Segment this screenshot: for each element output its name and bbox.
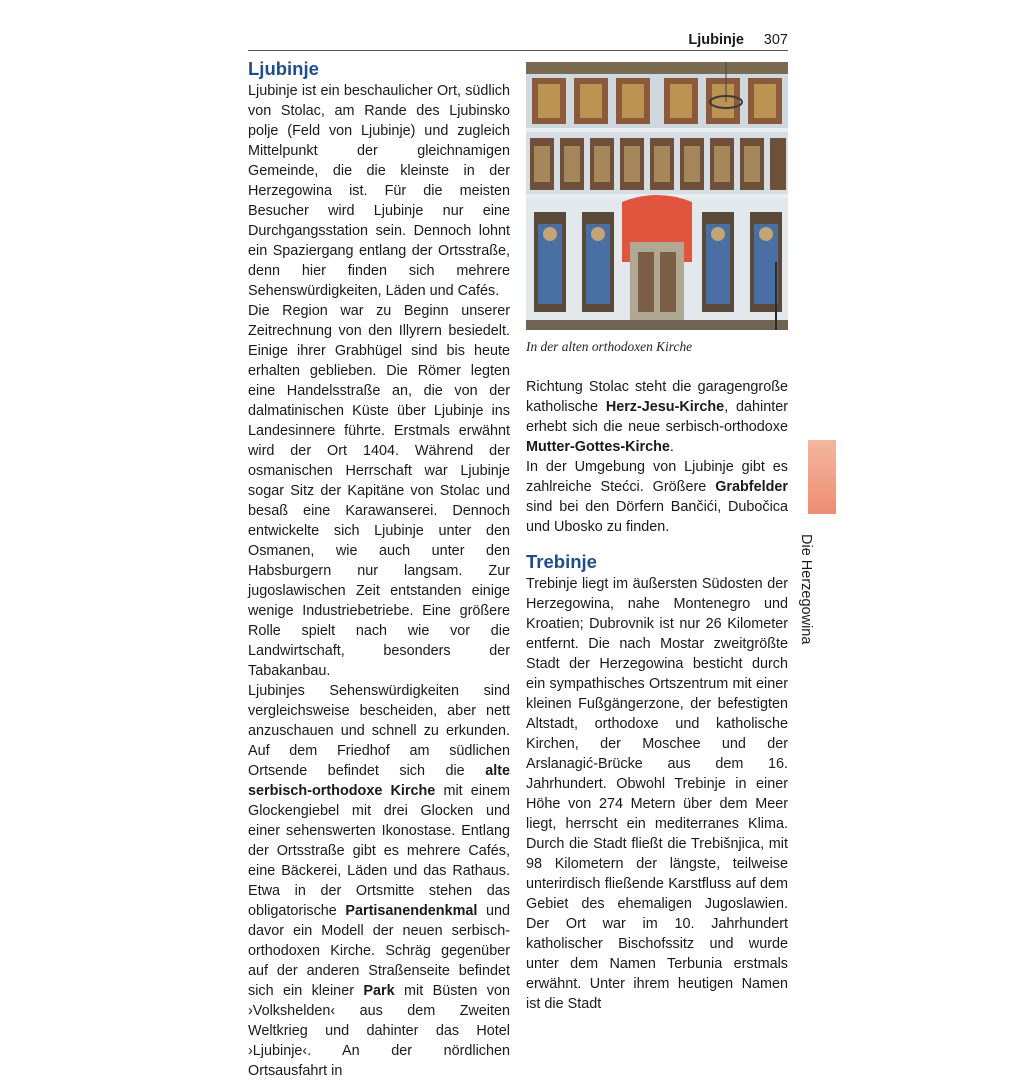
chapter-tab	[808, 440, 836, 514]
chapter-tab-label: Die Herzegowina	[798, 534, 814, 645]
term-mutter-gottes-kirche: Mutter-Gottes-Kirche	[526, 439, 670, 455]
term-park: Park	[363, 983, 395, 999]
running-head-title: Ljubinje	[688, 32, 744, 48]
paragraph-ljubinje-churches: Richtung Stolac steht die garagengroße katholische Herz-Jesu-Kirche, dahinter erhebt sich die neue serbisch-orthodoxe Mutter-Gottes-Kirche.	[526, 379, 788, 455]
paragraph-ljubinje-intro: Ljubinje ist ein beschaulicher Ort, südlich von Stolac, am Rande des Ljubinsko polje (Feld von Ljubinje) und zugleich Mittelpunkt der gleichnamigen Gemeinde, die die kleinste in der Herzegowina ist. Für die meisten Besucher wird Ljubinje nur eine Durchgangsstation sein. Dennoch lohnt ein Spaziergang entlang der Ortsstraße, denn hier finden sich mehrere Sehenswürdigkeiten, Läden und Cafés.	[248, 83, 510, 299]
right-column	[526, 377, 788, 1014]
iconostasis-image	[526, 62, 788, 330]
section-heading-trebinje: Trebinje	[526, 551, 597, 572]
left-column	[248, 57, 510, 1081]
term-grabfelder: Grabfelder	[715, 479, 788, 495]
term-partisan-monument: Partisanendenkmal	[345, 903, 478, 919]
photo-caption: In der alten orthodoxen Kirche	[526, 339, 693, 354]
term-herz-jesu-kirche: Herz-Jesu-Kirche	[605, 399, 725, 415]
section-heading-ljubinje: Ljubinje	[248, 58, 319, 79]
paragraph-trebinje-intro: Trebinje liegt im äußersten Südosten der Herzegowina, nahe Montenegro und Kroatien; Dubrovnik ist nur 26 Kilometer entfernt. Die nach Mostar zweitgrößte Stadt der Herzegowina besticht durch ein sympathisches Ortszentrum mit einer kleinen Fußgängerzone, der befestigten Altstadt, orthodoxe und katholische Kirchen, der Moschee und der Arslanagić-Brücke aus dem 16. Jahrhundert. Obwohl Trebinje in einer Höhe von 274 Metern über dem Meer liegt, herrscht ein mediterranes Klima. Durch die Stadt fließt die Trebišnjica, mit 98 Kilometern der längste, teilweise unterirdisch fließende Karstfluss auf dem Gebiet des ehemaligen Jugoslawien. Der Ort war im 10. Jahrhundert katholischer Bischofssitz und wurde unter dem Namen Terbunia erstmals erwähnt. Unter ihrem heutigen Namen ist die Stadt	[526, 576, 788, 1012]
paragraph-ljubinje-surroundings: In der Umgebung von Ljubinje gibt es zahlreiche Stećci. Größere Grabfelder sind bei den Dörfern Bančići, Dubočica und Ubosko zu finden.	[526, 459, 788, 535]
running-head	[248, 30, 788, 51]
church-iconostasis-photo	[526, 62, 788, 330]
paragraph-ljubinje-sights: Ljubinjes Sehenswürdigkeiten sind vergleichsweise bescheiden, aber nett anzuschauen und schnell zu erkunden. Auf dem Friedhof am südlichen Ortsende befindet sich die alte serbisch-orthodoxe Kirche mit einem Glockengiebel mit drei Glocken und einer sehenswerten Ikonostase. Entlang der Ortsstraße gibt es mehrere Cafés, eine Bäckerei, Läden und das Rathaus. Etwa in der Ortsmitte stehen das obligatorische Partisanendenkmal und davor ein Modell der neuen serbisch-orthodoxen Kirche. Schräg gegenüber auf der anderen Straßenseite befindet sich ein kleiner Park mit Büsten von ›Volkshelden‹ aus dem Zweiten Weltkrieg und dahinter das Hotel ›Ljubinje‹. An der nördlichen Ortsausfahrt in	[248, 683, 511, 1079]
term-old-orthodox-church: alte serbisch-orthodoxe Kirche	[248, 763, 510, 799]
page-number: 307	[763, 32, 788, 48]
paragraph-ljubinje-history: Die Region war zu Beginn unserer Zeitrechnung von den Illyrern besiedelt. Einige ihrer Grabhügel sind bis heute erhalten geblieben. Die Römer legten eine Handelsstraße an, die von der dalmatinischen Küste über Ljubinje ins Landesinnere führte. Erstmals erwähnt wird der Ort 1404. Während der osmanischen Herrschaft war Ljubinje sogar Sitz der Kapitäne von Stolac und besaß eine Karawanserei. Dennoch entwickelte sich Ljubinje unter den Osmanen, wie auch unter den Habsburgern nur langsam. Zur jugoslawischen Zeit entstanden einige wenige Industriebetriebe. Eine größere Rolle spielt nach wie vor die Landwirtschaft, besonders der Tabakanbau.	[248, 303, 510, 679]
